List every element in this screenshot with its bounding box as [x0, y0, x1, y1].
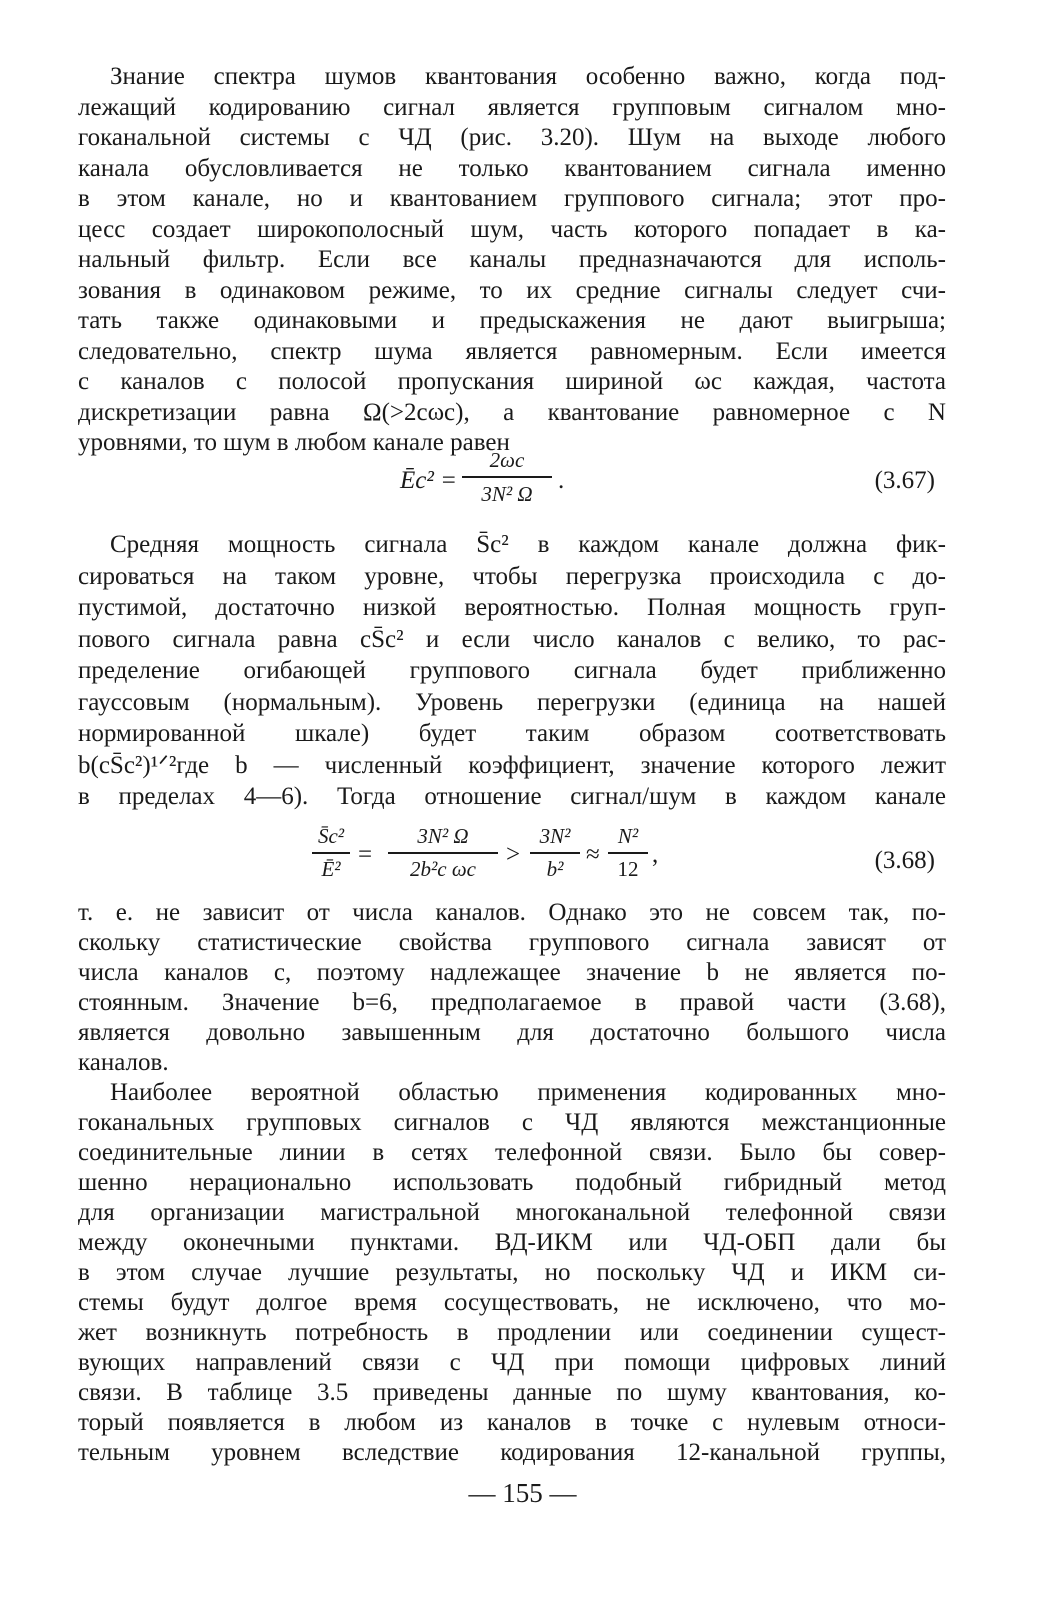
text-line: для организации магистральной многоканальной телефонной связи [78, 1199, 946, 1226]
text-line: пового сигнала равна cS̄c² и если число каналов c велико, то рас- [78, 626, 946, 653]
text-line: гоканальных групповых сигналов с ЧД являются межстанционные [78, 1109, 946, 1136]
text-line: вующих направлений связи с ЧД при помощи цифровых линий [78, 1349, 946, 1376]
text-line: скольку статистические свойства группового сигнала зависят от [78, 929, 946, 956]
fraction-3-denominator: b² [546, 857, 564, 881]
text-line: пределение огибающей группового сигнала будет приближенно [78, 657, 946, 684]
equation-lhs: Ēc² = [400, 467, 457, 494]
fraction-bar [462, 476, 552, 478]
fraction-2-denominator: 2b²c ωc [409, 857, 476, 881]
text-line: Знание спектра шумов квантования особенно важно, когда под- [110, 63, 946, 90]
text-line: сироваться на таком уровне, чтобы перегрузка происходила с до- [78, 563, 946, 590]
text-line: цесс создает широкополосный шум, часть которого попадает в ка- [78, 216, 946, 243]
fraction-4-denominator: 12 [617, 857, 639, 881]
text-line: каналов. [78, 1049, 169, 1076]
equation-number: (3.67) [874, 467, 935, 494]
equation-numerator: 2ωc [489, 448, 525, 472]
text-line: пустимой, достаточно низкой вероятностью. Полная мощность груп- [78, 594, 946, 621]
text-line: нальный фильтр. Если все каналы предназначаются для исполь- [78, 246, 946, 273]
equation-tail: . [558, 467, 565, 494]
equation-denominator: 3N² Ω [481, 482, 533, 506]
text-line: соединительные линии в сетях телефонной связи. Было бы совер- [78, 1139, 946, 1166]
text-line: лежащий кодированию сигнал является групповым сигналом мно- [78, 94, 946, 121]
fraction-bar [312, 852, 350, 854]
text-line: связи. В таблице 3.5 приведены данные по шуму квантования, ко- [78, 1379, 946, 1406]
text-line: тать также одинаковыми и предыскажения не дают выигрыша; [78, 307, 946, 334]
text-line: тельным уровнем вследствие кодирования 12-канальной группы, [78, 1439, 946, 1466]
text-line: в этом канале, но и квантованием группового сигнала; этот про- [78, 185, 946, 212]
text-line: стоянным. Значение b=6, предполагаемое в правой части (3.68), [78, 989, 946, 1016]
fraction-bar [388, 852, 498, 854]
text-line: b(cS̄c²)¹ᐟ²где b — численный коэффициент, значение которого лежит [78, 752, 946, 779]
text-line: жет возникнуть потребность в продлении или соединении сущест- [78, 1319, 946, 1346]
fraction-1-denominator: Ē² [321, 857, 341, 881]
text-line: Наиболее вероятной областью применения кодированных мно- [110, 1079, 946, 1106]
equation-number: (3.68) [874, 847, 935, 874]
text-line: в этом случае лучшие результаты, но поскольку ЧД и ИКМ си- [78, 1259, 946, 1286]
fraction-bar [608, 852, 648, 854]
text-line: нормированной шкале) будет таким образом соответствовать [78, 720, 946, 747]
text-line: гоканальной системы с ЧД (рис. 3.20). Шум на выходе любого [78, 124, 946, 151]
fraction-bar [530, 852, 580, 854]
text-line: дискретизации равна Ω(>2cωc), а квантование равномерное с N [78, 399, 946, 426]
text-line: т. е. не зависит от числа каналов. Однако это не совсем так, по- [78, 899, 946, 926]
text-line: в пределах 4—6). Тогда отношение сигнал/шум в каждом канале [78, 783, 946, 810]
text-line: между оконечными пунктами. ВД-ИКМ или ЧД-ОБП дали бы [78, 1229, 946, 1256]
text-line: числа каналов c, поэтому надлежащее значение b не является по- [78, 959, 946, 986]
approx-sign: ≈ [586, 841, 600, 868]
fraction-1-numerator: S̄c² [317, 824, 345, 848]
fraction-4-numerator: N² [617, 824, 639, 848]
greater-than-sign: > [506, 841, 521, 868]
equation-tail: , [652, 841, 659, 868]
fraction-3-numerator: 3N² [539, 824, 571, 848]
equals-sign: = [358, 841, 373, 868]
page-number: — 155 — [468, 1478, 577, 1508]
text-line: следовательно, спектр шума является равномерным. Если имеется [78, 338, 946, 365]
text-line: c каналов с полосой пропускания шириной ωc каждая, частота [78, 368, 946, 395]
text-line: канала обусловливается не только квантованием сигнала именно [78, 155, 946, 182]
text-line: стемы будут долгое время сосуществовать, не исключено, что мо- [78, 1289, 946, 1316]
fraction-2-numerator: 3N² Ω [417, 824, 469, 848]
text-line: уровнями, то шум в любом канале равен [78, 429, 510, 456]
text-line: гауссовым (нормальным). Уровень перегрузки (единица на нашей [78, 689, 946, 716]
text-line: торый появляется в любом из каналов в точке с нулевым относи- [78, 1409, 946, 1436]
text-line: зования в одинаковом режиме, то их средние сигналы следует счи- [78, 277, 946, 304]
text-line: шенно нерационально использовать подобный гибридный метод [78, 1169, 946, 1196]
text-line: является довольно завышенным для достаточно большого числа [78, 1019, 946, 1046]
text-line: Средняя мощность сигнала S̄c² в каждом канале должна фик- [110, 531, 946, 558]
